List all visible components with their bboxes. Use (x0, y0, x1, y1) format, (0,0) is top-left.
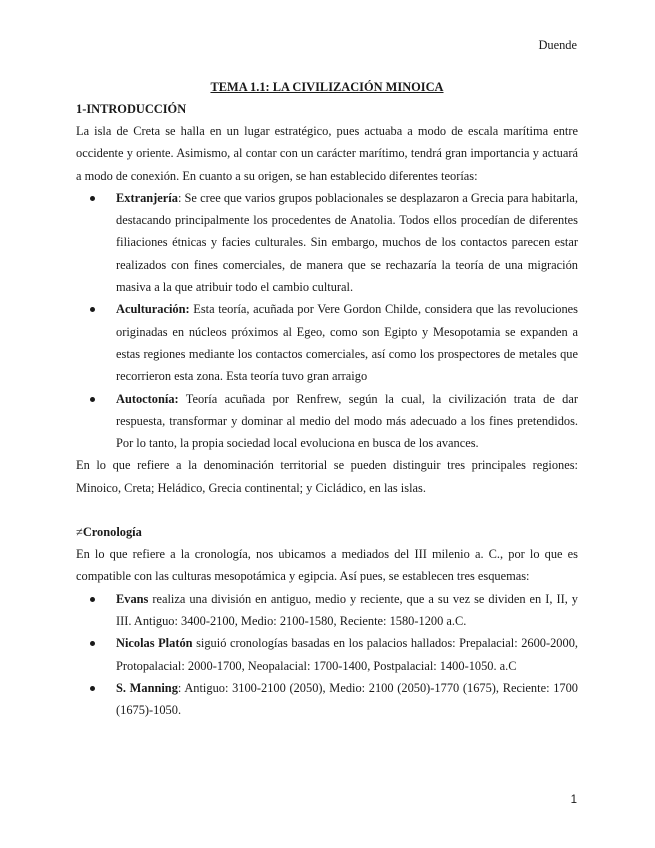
scheme-term: S. Manning (116, 680, 178, 695)
theory-text: Teoría acuñada por Renfrew, según la cual, la civilización trata de dar respuesta, transformar y dominar al medio del modo más adecuado a los fines pretendidos. Por lo tanto, la propia sociedad local evoluciona en busca de los avances. (116, 391, 578, 451)
schemes-list (76, 588, 578, 722)
scheme-text: : Antiguo: 3100-2100 (2050), Medio: 2100 (2050)-1770 (1675), Reciente: 1700 (1675)-1050. (116, 680, 578, 718)
list-item (116, 588, 578, 633)
chronology-prefix: ≠ (76, 525, 83, 540)
bullet-icon (90, 641, 95, 646)
theory-text: Esta teoría, acuñada por Vere Gordon Childe, considera que las revoluciones originadas en núcleos próximos al Egeo, como son Egipto y Mesopotamia se expanden a estas regiones mediante los contactos comerciales, así como los prospectores de metales que recorrieron esta zona. Esta teoría tuvo gran arraigo (116, 302, 578, 384)
list-item (116, 187, 578, 298)
list-item (116, 388, 578, 455)
scheme-term: Evans (116, 591, 149, 606)
page-number: 1 (570, 794, 577, 806)
page-content (76, 76, 578, 721)
territory-paragraph: En lo que refiere a la denominación territorial se pueden distinguir tres principales regiones: Minoico, Creta; Heládico, Grecia continental; y Cicládico, en las islas. (76, 458, 578, 495)
bullet-icon (90, 686, 95, 691)
scheme-text: realiza una división en antiguo, medio y reciente, que a su vez se dividen en I, II, y III. Antiguo: 3400-2100, Medio: 2100-1580, Reciente: 1580-1200 a.C. (116, 591, 578, 628)
list-item (116, 632, 578, 677)
intro-paragraph: La isla de Creta se halla en un lugar estratégico, pues actuaba a modo de escala marítima entre occidente y oriente. Asimismo, al contar con un carácter marítimo, tendrá gran importancia y actuará a modo de conexión. En cuanto a su origen, se han establecido diferentes teorías: (76, 124, 578, 183)
theory-term: Extranjería (116, 190, 178, 205)
chronology-heading (76, 521, 578, 543)
intro-heading: 1-INTRODUCCIÓN (76, 102, 187, 116)
bullet-icon (90, 307, 95, 312)
theory-text: : Se cree que varios grupos poblacionales se desplazaron a Grecia para habitarla, destacando principalmente los procedentes de Anatolia. Todos ellos procedían de diferentes filiaciones étnicas y facies culturales. Sin embargo, muchos de los contactos parecen estar realizados con fines comerciales, de manera que se rechazaría la teoría de una migración masiva a la que atribuir todo el cambio cultural. (116, 190, 578, 295)
bullet-icon (90, 397, 95, 402)
section-spacer (76, 499, 578, 521)
list-item (116, 298, 578, 387)
header-author: Duende (538, 38, 577, 52)
scheme-text: siguió cronologías basadas en los palacios hallados: Prepalacial: 2600-2000, Protopalacial: 2000-1700, Neopalacial: 1700-1400, Postpalacial: 1400-1050. a.C (116, 636, 578, 673)
chronology-title: Cronología (82, 525, 142, 540)
document-title: TEMA 1.1: LA CIVILIZACIÓN MINOICA (210, 80, 444, 94)
list-item (116, 677, 578, 722)
theory-term: Aculturación: (116, 302, 190, 317)
theories-list (76, 187, 578, 455)
bullet-icon (90, 196, 95, 201)
chronology-paragraph: En lo que refiere a la cronología, nos ubicamos a mediados del III milenio a. C., por lo que es compatible con las culturas mesopotámica y egipcia. Así pues, se establecen tres esquemas: (76, 547, 578, 584)
theory-term: Autoctonía: (116, 391, 179, 406)
scheme-term: Nicolas Platón (116, 636, 193, 651)
bullet-icon (90, 597, 95, 602)
